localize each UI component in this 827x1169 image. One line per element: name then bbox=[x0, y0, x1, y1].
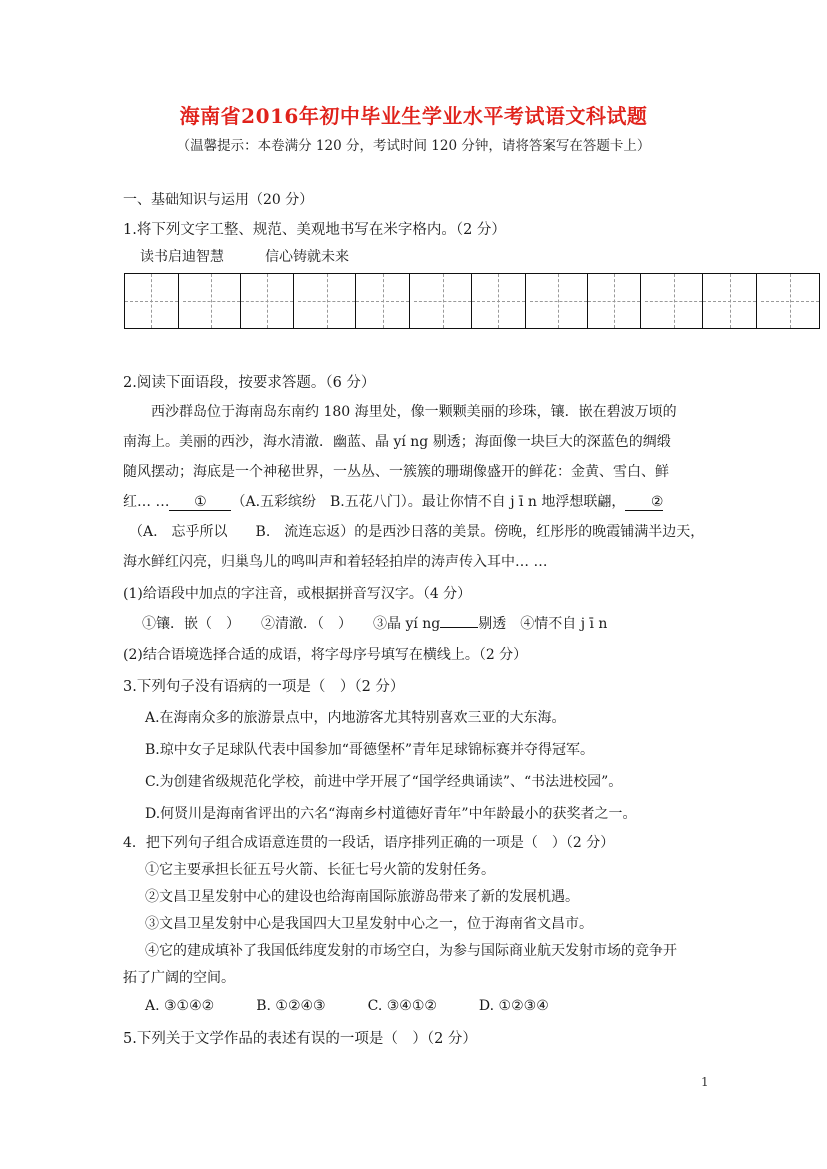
q2-passage-line-6: 海水鲜红闪亮，归巢鸟儿的鸣叫声和着轻轻拍岸的涛声传入耳中… … bbox=[123, 554, 548, 570]
q2-line4-start: 红… … bbox=[123, 494, 170, 510]
blank-1[interactable]: ① bbox=[169, 494, 231, 511]
q2-passage-line-4 bbox=[123, 491, 663, 511]
grid-cell[interactable] bbox=[472, 274, 526, 328]
question-2-stem: 2.阅读下面语段，按要求答题。（6 分） bbox=[123, 375, 376, 391]
q2-passage-line-1: 西沙群岛位于海南岛东南约 180 海里处，像一颗颗美丽的珍珠，镶．嵌在碧波万顷的 bbox=[151, 404, 677, 420]
q3-option-a: A.在海南众多的旅游景点中，内地游客尤其特别喜欢三亚的大东海。 bbox=[145, 710, 566, 726]
q2-sub-2: (2)结合语境选择合适的成语，将字母序号填写在横线上。（2 分） bbox=[123, 647, 528, 663]
grid-cell[interactable] bbox=[183, 274, 241, 328]
q3-option-c: C.为创建省级规范化学校，前进中学开展了“国学经典诵读”、“书法进校园”。 bbox=[145, 774, 623, 790]
q2-passage-line-3: 随风摆动；海底是一个神秘世界，一丛丛、一簇簇的珊瑚像盛开的鲜花：金黄、雪白、鲜 bbox=[123, 464, 669, 480]
q2-passage-line-2: 南海上。美丽的西沙，海水清澈．幽蓝、晶 yí ng 剔透；海面像一块巨大的深蓝色的绸缎 bbox=[123, 434, 671, 450]
q1-words-b: 信心铸就未来 bbox=[265, 249, 349, 265]
q4-sentence-4-cont: 拓了广阔的空间。 bbox=[123, 970, 235, 986]
grid-cell[interactable] bbox=[530, 274, 588, 328]
q3-option-b: B.琼中女子足球队代表中国参加“哥德堡杯”青年足球锦标赛并夺得冠军。 bbox=[145, 742, 595, 758]
blank-2[interactable]: ② bbox=[625, 494, 663, 511]
grid-cell[interactable] bbox=[645, 274, 703, 328]
q1-words-a: 读书启迪智慧 bbox=[140, 249, 224, 265]
page-title: 海南省2016年初中毕业生学业水平考试语文科试题 bbox=[179, 104, 648, 128]
q4-sentence-3: ③文昌卫星发射中心是我国四大卫星发射中心之一，位于海南省文昌市。 bbox=[145, 916, 593, 932]
q2-sub-1-items bbox=[142, 613, 607, 633]
page-subtitle: （温馨提示：本卷满分 120 分，考试时间 120 分钟，请将答案写在答题卡上） bbox=[176, 138, 651, 154]
q2-sub-1: (1)给语段中加点的字注音，或根据拼音写汉字。（4 分） bbox=[123, 586, 472, 602]
pinyin-blank[interactable] bbox=[440, 627, 478, 628]
grid-cell[interactable] bbox=[588, 274, 642, 328]
writing-grid bbox=[124, 273, 820, 329]
grid-cell[interactable] bbox=[703, 274, 757, 328]
grid-cell[interactable] bbox=[414, 274, 472, 328]
grid-cell[interactable] bbox=[761, 274, 819, 328]
question-5-stem: 5.下列关于文学作品的表述有误的一项是（ ）（2 分） bbox=[123, 1031, 477, 1047]
grid-cell[interactable] bbox=[125, 274, 179, 328]
q2-passage-line-5: （A. 忘乎所以 B. 流连忘返）的是西沙日落的美景。傍晚，红彤彤的晚霞铺满半边天， bbox=[129, 524, 705, 540]
question-1-stem: 1.将下列文字工整、规范、美观地书写在米字格内。（2 分） bbox=[123, 222, 506, 238]
question-4-stem: 4．把下列句子组合成语意连贯的一段话，语序排列正确的一项是（ ）（2 分） bbox=[123, 835, 615, 851]
q3-option-d: D.何贤川是海南省评出的六名“海南乡村道德好青年”中年龄最小的获奖者之一。 bbox=[145, 806, 637, 822]
q2-sub-1-items-b: 剔透 ④情不自 j ī n bbox=[478, 616, 608, 632]
question-3-stem: 3.下列句子没有语病的一项是（ ）（2 分） bbox=[123, 679, 405, 695]
q4-sentence-1: ①它主要承担长征五号火箭、长征七号火箭的发射任务。 bbox=[145, 862, 495, 878]
page-number: 1 bbox=[701, 1075, 709, 1089]
section-heading: 一、基础知识与运用（20 分） bbox=[123, 192, 314, 208]
q4-choices: A. ③①④② B. ①②④③ C. ③④①② D. ①②③④ bbox=[145, 998, 549, 1014]
grid-cell[interactable] bbox=[241, 274, 295, 328]
q2-line4-end: （A.五彩缤纷 B.五花八门）。最让你情不自 j ī n 地浮想联翩， bbox=[231, 494, 626, 510]
grid-cell[interactable] bbox=[298, 274, 356, 328]
grid-cell[interactable] bbox=[356, 274, 410, 328]
q4-sentence-2: ②文昌卫星发射中心的建设也给海南国际旅游岛带来了新的发展机遇。 bbox=[145, 889, 579, 905]
q2-sub-1-items-a: ①镶．嵌（ ） ②清澈．（ ） ③晶 yí ng bbox=[142, 616, 441, 632]
q4-sentence-4: ④它的建成填补了我国低纬度发射的市场空白，为参与国际商业航天发射市场的竞争开 bbox=[145, 943, 677, 959]
